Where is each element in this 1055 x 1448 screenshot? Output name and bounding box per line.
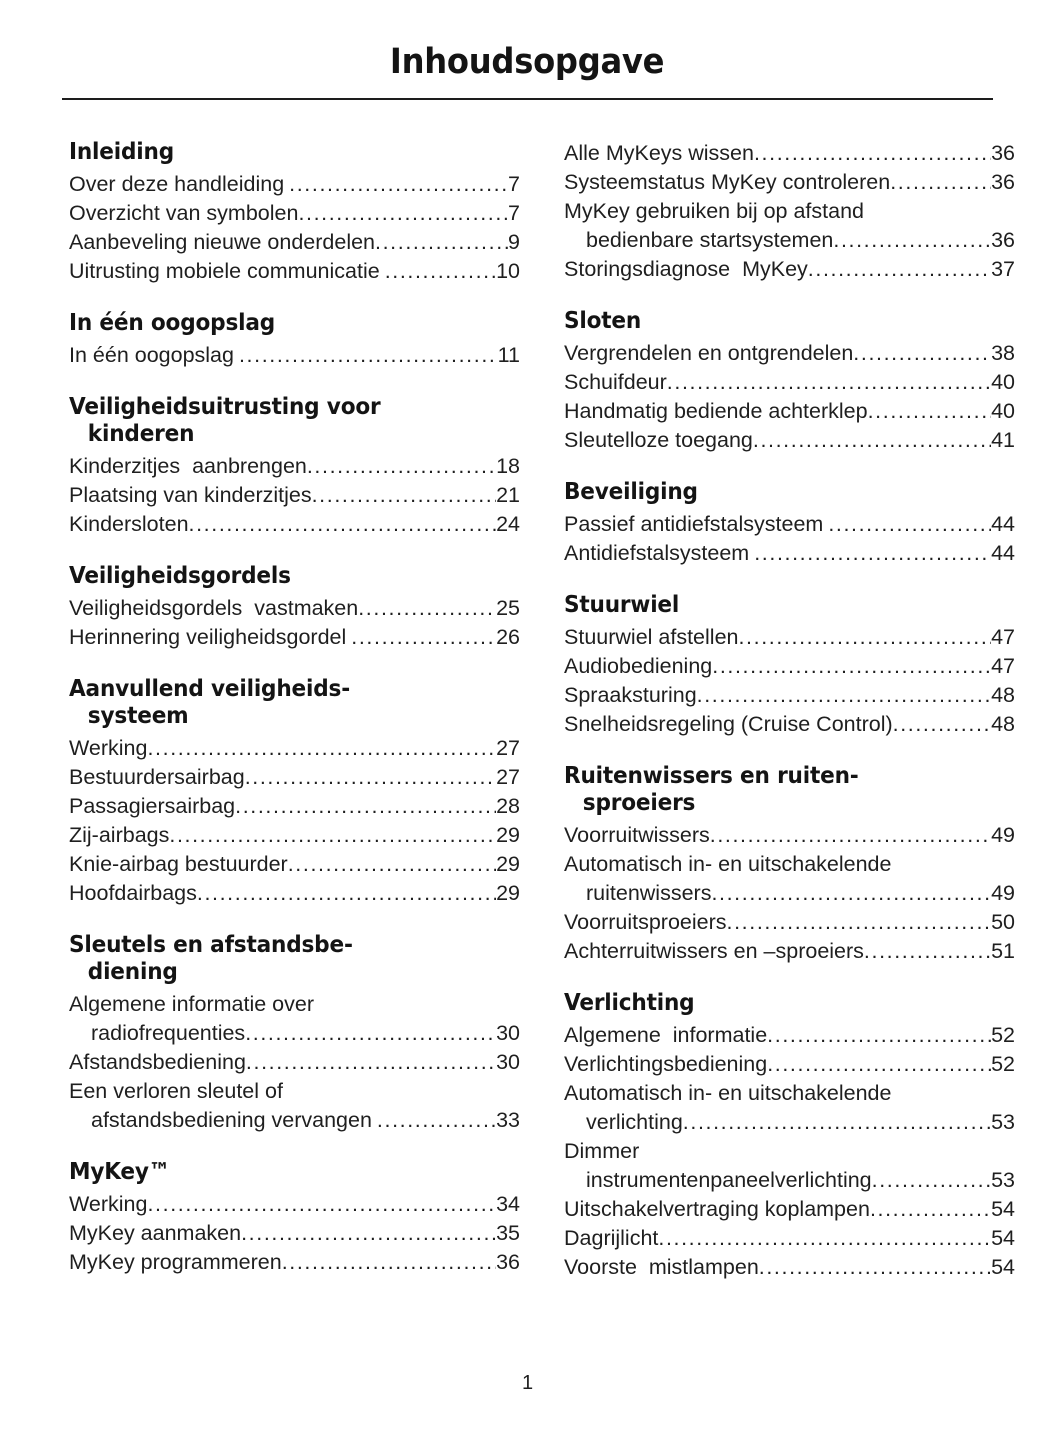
toc-entry-title: Voorruitwissers [564, 823, 710, 847]
toc-entry[interactable] [69, 850, 520, 879]
section-heading-continuation: kinderen [87, 421, 195, 447]
toc-section [69, 394, 520, 539]
toc-entry-line [69, 452, 520, 481]
section-heading: Ruitenwissers en ruiten- sproeiers [564, 763, 1015, 817]
dot-leader [872, 1166, 991, 1195]
section-heading-continuation: sproeiers [582, 790, 696, 816]
toc-entry[interactable] [69, 1048, 520, 1077]
footer-page-number: 1 [521, 1372, 534, 1394]
toc-entry-title: MyKey gebruiken bij op afstand [564, 199, 864, 223]
toc-section [564, 990, 1015, 1282]
toc-entry-line [564, 1195, 1015, 1224]
toc-entry-title: Werking [69, 1192, 148, 1216]
dot-leader [169, 821, 496, 850]
toc-entry-page-number: 49 [991, 823, 1015, 847]
toc-entry-line [564, 1021, 1015, 1050]
toc-entry[interactable] [69, 734, 520, 763]
toc-entry-title: Algemene informatie [564, 1023, 768, 1047]
toc-entry-page-number: 51 [991, 939, 1015, 963]
dot-leader [385, 257, 496, 286]
toc-entry[interactable] [564, 623, 1015, 652]
dot-leader [312, 481, 496, 510]
toc-entry-line [69, 1106, 520, 1135]
dot-leader [754, 539, 991, 568]
toc-entry-title: Spraaksturing [564, 683, 697, 707]
toc-entry-title: Storingsdiagnose MyKey [564, 257, 808, 281]
toc-entry[interactable] [69, 170, 520, 199]
toc-entry-title: Dimmer [564, 1139, 640, 1163]
toc-entry-page-number: 27 [496, 765, 520, 789]
toc-entry-title: Systeemstatus MyKey controleren [564, 170, 891, 194]
toc-entry[interactable] [564, 1079, 1015, 1137]
toc-entry-line [564, 908, 1015, 937]
toc-entry-title: Sleutelloze toegang [564, 428, 753, 452]
toc-entry-page-number: 35 [496, 1221, 520, 1245]
toc-entry-line [564, 368, 1015, 397]
toc-entry-line [69, 850, 520, 879]
left-column [69, 139, 520, 1282]
right-column [564, 139, 1015, 1282]
toc-entry-line [69, 792, 520, 821]
dot-leader [710, 821, 991, 850]
toc-entry-title-continuation: bedienbare startsystemen [586, 228, 834, 252]
toc-entry-page-number: 50 [991, 910, 1015, 934]
toc-entry[interactable] [69, 763, 520, 792]
toc-entry-page-number: 37 [991, 257, 1015, 281]
toc-entry-page-number: 54 [991, 1197, 1015, 1221]
toc-entry-title: Stuurwiel afstellen [564, 625, 739, 649]
section-heading: In één oogopslag [69, 310, 276, 336]
toc-entry-line [69, 1190, 520, 1219]
toc-section [564, 763, 1015, 966]
section-heading-continuation: systeem [87, 703, 189, 729]
toc-entry[interactable] [69, 228, 520, 257]
toc-entry-line [69, 623, 520, 652]
toc-entry[interactable] [69, 199, 520, 228]
toc-entry-title: Vergrendelen en ontgrendelen [564, 341, 854, 365]
toc-entry-page-number: 30 [496, 1050, 520, 1074]
toc-entry-page-number: 25 [496, 596, 520, 620]
toc-entry-title: Knie-airbag bestuurder [69, 852, 288, 876]
toc-entry-page-number: 36 [991, 228, 1015, 252]
toc-entry-page-number: 18 [496, 454, 520, 478]
toc-entry[interactable] [564, 850, 1015, 908]
toc-entry-page-number: 52 [991, 1023, 1015, 1047]
toc-entry-line [564, 623, 1015, 652]
toc-entry[interactable] [69, 821, 520, 850]
toc-columns [69, 139, 1015, 1282]
toc-entry-page-number: 28 [496, 794, 520, 818]
toc-entry-line [69, 341, 520, 370]
toc-entry[interactable] [69, 1077, 520, 1135]
section-heading: Beveiliging [564, 479, 698, 505]
toc-entry-title: Audiobediening [564, 654, 713, 678]
toc-entry-line [564, 652, 1015, 681]
toc-entry-page-number: 7 [508, 172, 520, 196]
toc-entry-title: Herinnering veiligheidsgordel [69, 625, 347, 649]
dot-leader [853, 339, 991, 368]
toc-entry-page-number: 48 [991, 712, 1015, 736]
dot-leader [197, 879, 496, 908]
toc-entry[interactable] [564, 197, 1015, 255]
toc-entry-title-continuation: verlichting [586, 1110, 683, 1134]
toc-entry-page-number: 36 [496, 1250, 520, 1274]
dot-leader [147, 1190, 496, 1219]
toc-entry-page-number: 47 [991, 625, 1015, 649]
toc-entry-line [69, 228, 520, 257]
dot-leader [738, 623, 991, 652]
toc-entry-page-number: 54 [991, 1226, 1015, 1250]
toc-entry[interactable] [69, 879, 520, 908]
toc-entry[interactable] [69, 623, 520, 652]
toc-entry-page-number: 26 [496, 625, 520, 649]
toc-section [69, 563, 520, 652]
toc-entry[interactable] [69, 594, 520, 623]
toc-entry-line [564, 139, 1015, 168]
toc-entry-title: MyKey aanmaken [69, 1221, 242, 1245]
toc-entry-title: In één oogopslag [69, 343, 234, 367]
toc-entry-title: Afstandsbediening [69, 1050, 246, 1074]
toc-entry-line [564, 1050, 1015, 1079]
dot-leader [241, 1219, 496, 1248]
toc-entry[interactable] [564, 339, 1015, 368]
dot-leader [753, 426, 991, 455]
dot-leader [289, 170, 508, 199]
dot-leader [189, 510, 497, 539]
toc-entry-line [564, 937, 1015, 966]
dot-leader [754, 139, 991, 168]
toc-entry[interactable] [564, 821, 1015, 850]
toc-entry-page-number: 29 [496, 852, 520, 876]
toc-entry-title: Zij-airbags [69, 823, 170, 847]
toc-entry-line [564, 339, 1015, 368]
toc-entry-title-continuation: radiofrequenties [91, 1021, 246, 1045]
toc-entry[interactable] [564, 1253, 1015, 1282]
toc-entry[interactable] [69, 1190, 520, 1219]
toc-entry-line [564, 1108, 1015, 1137]
dot-leader [828, 510, 991, 539]
dot-leader [351, 623, 496, 652]
toc-entry-title: Uitrusting mobiele communicatie [69, 259, 380, 283]
toc-entry-line [69, 594, 520, 623]
toc-entry-line [564, 539, 1015, 568]
toc-entry-title: Plaatsing van kinderzitjes [69, 483, 312, 507]
toc-entry-page-number: 40 [991, 399, 1015, 423]
toc-entry-title: Werking [69, 736, 148, 760]
toc-entry-line [564, 1253, 1015, 1282]
toc-entry-line [564, 226, 1015, 255]
toc-section [564, 308, 1015, 455]
toc-entry-title: Achterruitwissers en –sproeiers [564, 939, 864, 963]
toc-entry-title: Over deze handleiding [69, 172, 285, 196]
toc-entry-title: Alle MyKeys wissen [564, 141, 754, 165]
page-footer [0, 1372, 1055, 1395]
section-heading: Aanvullend veiligheids- systeem [69, 676, 520, 730]
toc-entry-title: Uitschakelvertraging koplampen [564, 1197, 870, 1221]
section-heading: Veiligheidsuitrusting voor kinderen [69, 394, 520, 448]
toc-entry-title-continuation: instrumentenpaneelverlichting [586, 1168, 872, 1192]
section-heading: Veiligheidsgordels [69, 563, 291, 589]
toc-entry-line [564, 255, 1015, 284]
toc-entry-title-continuation: ruitenwissers [586, 881, 712, 905]
toc-entry-line [564, 1166, 1015, 1195]
section-heading: Stuurwiel [564, 592, 680, 618]
toc-entry-page-number: 7 [508, 201, 520, 225]
toc-entry[interactable] [69, 341, 520, 370]
toc-section [69, 139, 520, 286]
toc-entry-title: Automatisch in- en uitschakelende [564, 852, 892, 876]
toc-entry-page-number: 9 [508, 230, 520, 254]
toc-entry[interactable] [564, 937, 1015, 966]
section-heading: Sloten [564, 308, 642, 334]
toc-entry[interactable] [69, 510, 520, 539]
dot-leader [683, 1108, 991, 1137]
toc-entry-page-number: 29 [496, 881, 520, 905]
toc-entry[interactable] [564, 168, 1015, 197]
toc-entry-line [69, 1219, 520, 1248]
toc-entry[interactable] [69, 1219, 520, 1248]
dot-leader [239, 341, 498, 370]
dot-leader [864, 937, 991, 966]
toc-entry-title: Antidiefstalsysteem [564, 541, 750, 565]
toc-entry-page-number: 41 [991, 428, 1015, 452]
page-title: Inhoudsopgave [390, 42, 665, 82]
toc-entry-title: Hoofdairbags [69, 881, 197, 905]
section-heading: Verlichting [564, 990, 695, 1016]
toc-entry-page-number: 53 [991, 1110, 1015, 1134]
toc-entry-line [564, 821, 1015, 850]
toc-entry[interactable] [69, 481, 520, 510]
toc-entry-page-number: 48 [991, 683, 1015, 707]
toc-entry-page-number: 30 [496, 1021, 520, 1045]
toc-entry-title: Overzicht van symbolen [69, 201, 299, 225]
toc-entry-page-number: 36 [991, 170, 1015, 194]
dot-leader [147, 734, 496, 763]
toc-entry-line [564, 1224, 1015, 1253]
toc-entry-title: Passief antidiefstalsysteem [564, 512, 824, 536]
toc-entry[interactable] [564, 368, 1015, 397]
toc-section [564, 139, 1015, 284]
dot-leader [711, 879, 991, 908]
dot-leader [358, 594, 496, 623]
toc-entry-line [564, 879, 1015, 908]
toc-entry-page-number: 40 [991, 370, 1015, 394]
toc-entry-line [69, 763, 520, 792]
section-heading: Sleutels en afstandsbe- diening [69, 932, 520, 986]
toc-entry-line [69, 510, 520, 539]
dot-leader [833, 226, 991, 255]
section-heading: MyKey™ [69, 1159, 171, 1185]
toc-entry-title: Schuifdeur [564, 370, 667, 394]
toc-entry-line [69, 1019, 520, 1048]
dot-leader [767, 1050, 991, 1079]
toc-entry[interactable] [564, 710, 1015, 739]
toc-entry-page-number: 52 [991, 1052, 1015, 1076]
toc-entry[interactable] [564, 1021, 1015, 1050]
toc-entry-line [69, 734, 520, 763]
dot-leader [245, 763, 496, 792]
toc-entry-title: MyKey programmeren [69, 1250, 282, 1274]
toc-entry-line [69, 257, 520, 286]
dot-leader [697, 681, 991, 710]
toc-entry-title: Aanbeveling nieuwe onderdelen [69, 230, 376, 254]
dot-leader [298, 199, 508, 228]
dot-leader [235, 792, 496, 821]
toc-entry[interactable] [564, 510, 1015, 539]
dot-leader [808, 255, 991, 284]
toc-entry-title-continuation: afstandsbediening vervangen [91, 1108, 372, 1132]
toc-entry[interactable] [564, 539, 1015, 568]
toc-entry-page-number: 36 [991, 141, 1015, 165]
toc-entry[interactable] [564, 139, 1015, 168]
dot-leader [377, 1106, 496, 1135]
toc-entry-title: Een verloren sleutel of [69, 1079, 283, 1103]
toc-entry-page-number: 24 [496, 512, 520, 536]
toc-entry-title: Passagiersairbag [69, 794, 236, 818]
dot-leader [667, 368, 991, 397]
toc-entry-line [564, 681, 1015, 710]
toc-entry-title: Algemene informatie over [69, 992, 314, 1016]
toc-entry-page-number: 11 [497, 343, 520, 367]
toc-section [69, 676, 520, 908]
toc-entry-title: Handmatig bediende achterklep [564, 399, 868, 423]
toc-entry-title: Snelheidsregeling (Cruise Control) [564, 712, 893, 736]
toc-section [69, 1159, 520, 1277]
toc-entry-page-number: 44 [991, 512, 1015, 536]
toc-section [69, 932, 520, 1135]
dot-leader [868, 397, 991, 426]
toc-entry-line [69, 170, 520, 199]
dot-leader [658, 1224, 991, 1253]
toc-section [69, 310, 520, 370]
toc-entry-page-number: 27 [496, 736, 520, 760]
section-heading-continuation: diening [87, 959, 178, 985]
toc-entry[interactable] [564, 1224, 1015, 1253]
toc-entry-line [69, 879, 520, 908]
toc-entry-line [69, 199, 520, 228]
toc-entry-line [69, 481, 520, 510]
dot-leader [893, 710, 991, 739]
toc-entry-line [564, 510, 1015, 539]
dot-leader [759, 1253, 991, 1282]
toc-entry[interactable] [564, 1195, 1015, 1224]
toc-entry-title: Dagrijlicht [564, 1226, 659, 1250]
toc-entry-page-number: 10 [496, 259, 520, 283]
toc-entry-title: Automatisch in- en uitschakelende [564, 1081, 892, 1105]
toc-entry[interactable] [564, 1050, 1015, 1079]
toc-entry-page-number: 33 [496, 1108, 520, 1132]
page-header [0, 42, 1055, 82]
dot-leader [727, 908, 992, 937]
toc-entry[interactable] [69, 452, 520, 481]
header-divider [62, 98, 993, 100]
dot-leader [282, 1248, 496, 1277]
toc-entry-title: Kindersloten [69, 512, 189, 536]
toc-entry-title: Bestuurdersairbag [69, 765, 245, 789]
toc-entry-title: Voorruitsproeiers [564, 910, 727, 934]
toc-entry-line [69, 821, 520, 850]
dot-leader [870, 1195, 991, 1224]
dot-leader [246, 1048, 496, 1077]
toc-entry-line [564, 397, 1015, 426]
toc-entry[interactable] [564, 1137, 1015, 1195]
dot-leader [375, 228, 508, 257]
toc-entry-page-number: 49 [991, 881, 1015, 905]
toc-entry-page-number: 47 [991, 654, 1015, 678]
toc-entry-page-number: 44 [991, 541, 1015, 565]
section-heading: Inleiding [69, 139, 174, 165]
toc-entry-title: Voorste mistlampen [564, 1255, 759, 1279]
toc-entry[interactable] [564, 255, 1015, 284]
toc-entry-page-number: 34 [496, 1192, 520, 1216]
dot-leader [767, 1021, 991, 1050]
toc-entry-line [69, 1248, 520, 1277]
dot-leader [307, 452, 496, 481]
toc-entry[interactable] [69, 1248, 520, 1277]
toc-entry-page-number: 38 [991, 341, 1015, 365]
toc-entry-line [564, 426, 1015, 455]
toc-entry-page-number: 21 [496, 483, 520, 507]
toc-entry-line [564, 168, 1015, 197]
toc-entry-title: Verlichtingsbediening [564, 1052, 768, 1076]
toc-section [564, 479, 1015, 568]
dot-leader [245, 1019, 496, 1048]
toc-entry[interactable] [69, 257, 520, 286]
toc-entry[interactable] [564, 681, 1015, 710]
toc-entry-title: Veiligheidsgordels vastmaken [69, 596, 359, 620]
toc-entry-page-number: 53 [991, 1168, 1015, 1192]
dot-leader [890, 168, 991, 197]
dot-leader [288, 850, 496, 879]
toc-entry-page-number: 29 [496, 823, 520, 847]
toc-entry[interactable] [564, 652, 1015, 681]
toc-entry-line [564, 710, 1015, 739]
toc-entry-title: Kinderzitjes aanbrengen [69, 454, 307, 478]
toc-entry-page-number: 54 [991, 1255, 1015, 1279]
dot-leader [712, 652, 991, 681]
toc-entry[interactable] [69, 990, 520, 1048]
toc-entry[interactable] [564, 426, 1015, 455]
toc-entry[interactable] [564, 397, 1015, 426]
toc-entry-line [69, 1048, 520, 1077]
toc-entry[interactable] [69, 792, 520, 821]
toc-section [564, 592, 1015, 739]
toc-entry[interactable] [564, 908, 1015, 937]
